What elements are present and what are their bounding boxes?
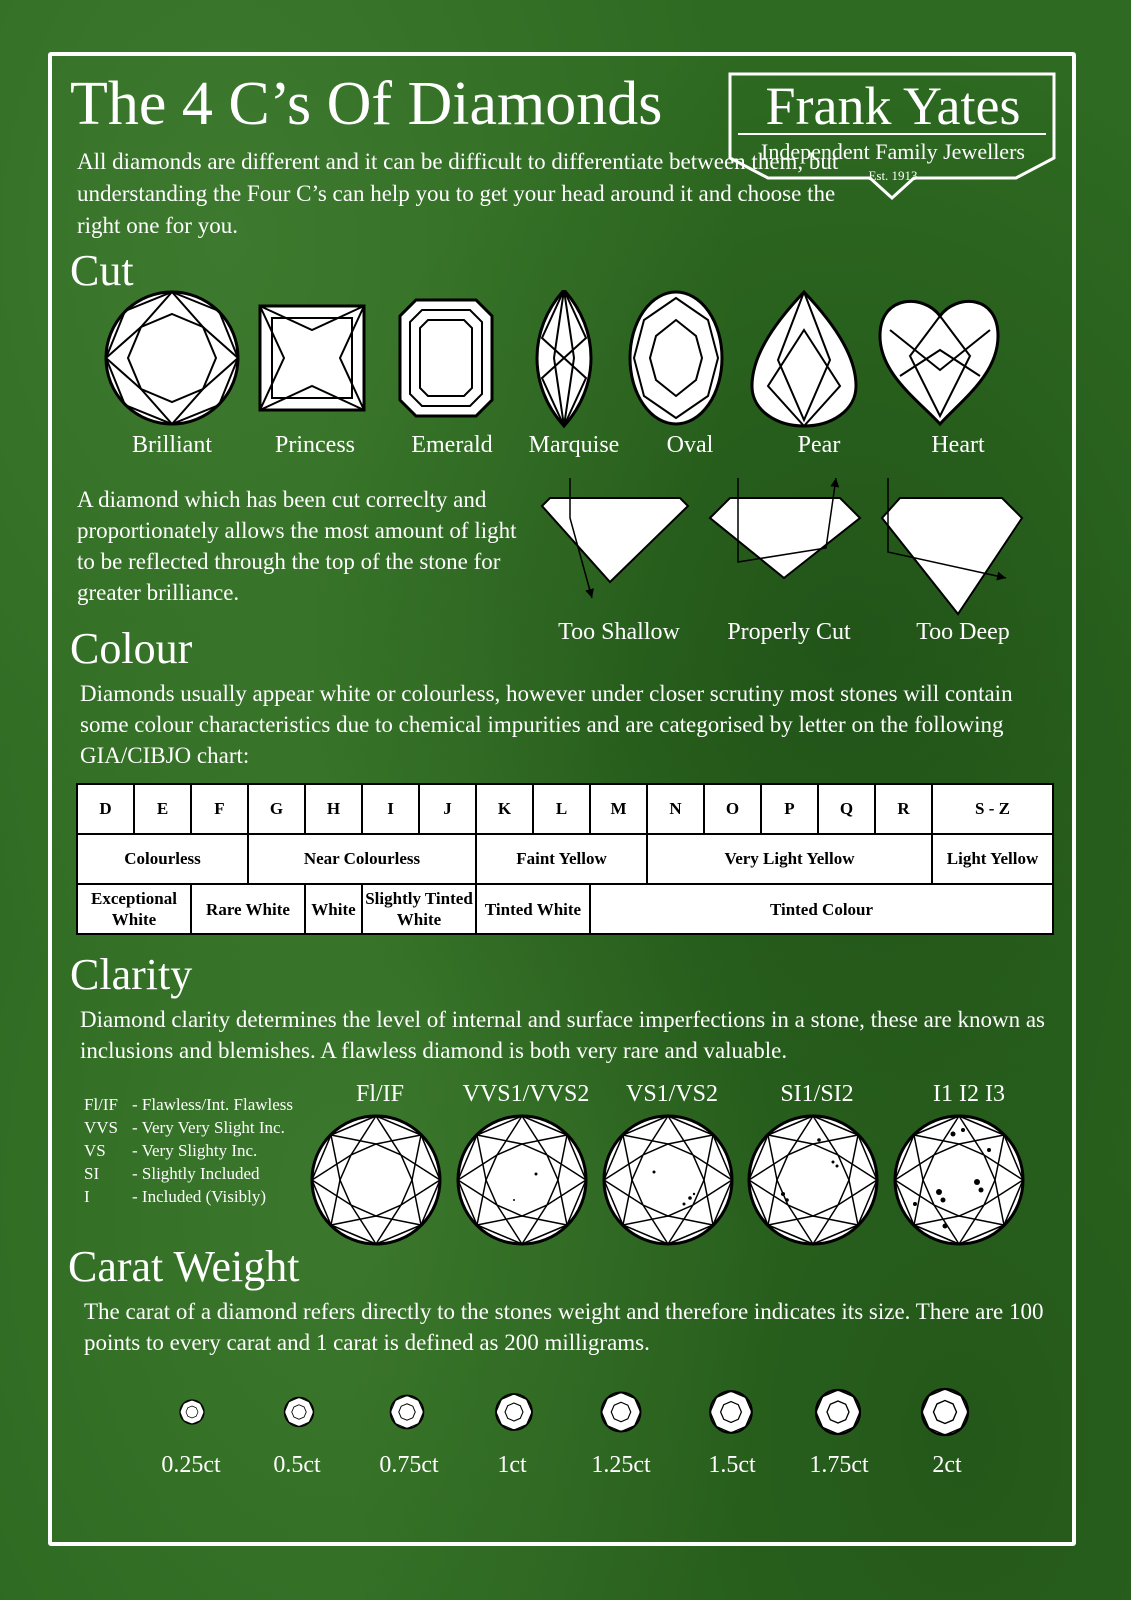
clarity-grade-i: I1 I2 I3 [933,1081,1005,1107]
colour-grade-r: R [875,784,932,834]
clarity-description: Diamond clarity determines the level of internal and surface imperfections in a stone, these are known as inclusions and blemishes. A flawless diamond is both very rare and valuable. [80,1007,1046,1063]
clarity-diamonds [310,1110,1050,1250]
oval-shape-icon [630,292,722,424]
trade-slightly-tinted-white: Slightly Tinted White [362,884,476,934]
colour-grade-g: G [248,784,305,834]
too-deep-diagram [882,478,1022,614]
carat-label-2: 2ct [932,1452,962,1478]
cut-proportion-diagrams [530,478,1050,628]
clarity-diamond-vvs [458,1116,586,1244]
carat-size-diamonds [150,1380,1010,1450]
brilliant-shape-icon [106,292,238,424]
princess-shape-icon [260,306,364,410]
gia-colour-chart [76,783,1054,935]
clarity-grade-si: SI1/SI2 [780,1081,854,1107]
legend-text: - Very Very Slight Inc. [132,1118,285,1137]
clarity-grade-vvs: VVS1/VVS2 [462,1081,590,1107]
colour-group-row [77,834,1053,884]
legend-row [84,1116,293,1139]
legend-code: VS [84,1141,106,1160]
cut-description: A diamond which has been cut correclty and proportionately allows the most amount of light to be reflected through the top of the stone for greater brilliance. [77,487,517,605]
carat-diamond-1-25 [602,1393,641,1432]
intro-paragraph: All diamonds are different and it can be difficult to differentiate between them, but understanding the Four C’s can help you to get your head around it and choose the right one for you. [77,149,839,238]
diagram-label-too-deep: Too Deep [916,619,1010,645]
legend-row [84,1093,293,1116]
legend-row [84,1139,293,1162]
carat-label-1-25: 1.25ct [591,1452,651,1478]
legend-row [84,1162,293,1185]
colour-grade-e: E [134,784,191,834]
colour-group-colourless: Colourless [77,834,248,884]
carat-label-1-75: 1.75ct [809,1452,869,1478]
marquise-shape-icon [537,290,591,426]
colour-grade-h: H [305,784,362,834]
carat-label-0-25: 0.25ct [161,1452,221,1478]
cut-shapes [100,290,1040,430]
colour-grade-d: D [77,784,134,834]
logo-name: Frank Yates [765,76,1021,136]
colour-grade-l: L [533,784,590,834]
clarity-diamond-vs [604,1116,732,1244]
colour-grade-j: J [419,784,476,834]
legend-code: SI [84,1164,100,1183]
properly-cut-diagram [710,478,860,578]
legend-code: VVS [84,1118,119,1137]
carat-diamond-0-75 [391,1396,424,1429]
too-shallow-diagram [542,478,688,598]
colour-grade-s-z: S - Z [932,784,1053,834]
clarity-grade-vs: VS1/VS2 [625,1081,719,1107]
carat-label-0-75: 0.75ct [379,1452,439,1478]
carat-diamond-0-25 [180,1400,204,1424]
legend-text: - Slightly Included [132,1164,260,1183]
page-title: The 4 C’s Of Diamonds [70,70,663,138]
emerald-shape-icon [400,300,492,416]
shape-label-emerald: Emerald [411,432,493,458]
diagram-label-too-shallow: Too Shallow [558,619,680,645]
carat-label-1-5: 1.5ct [708,1452,756,1478]
colour-heading: Colour [70,624,193,673]
colour-grade-k: K [476,784,533,834]
trade-tinted-white: Tinted White [476,884,590,934]
clarity-diamond-flawless [312,1116,440,1244]
colour-grade-p: P [761,784,818,834]
colour-grade-o: O [704,784,761,834]
carat-diamond-1-75 [816,1390,860,1434]
colour-grade-i: I [362,784,419,834]
trade-white: White [305,884,362,934]
colour-description: Diamonds usually appear white or colourless, however under closer scrutiny most stones will contain some colour characteristics due to chemical impurities and are categorised by letter on the following GIA/CIBJO chart: [80,681,1013,768]
colour-group-near-colourless: Near Colourless [248,834,476,884]
colour-grade-f: F [191,784,248,834]
carat-heading: Carat Weight [68,1242,300,1291]
pear-shape-icon [752,292,856,426]
shape-label-brilliant: Brilliant [132,432,212,458]
trade-rare-white: Rare White [191,884,305,934]
colour-letter-row [77,784,1053,834]
clarity-legend [84,1093,293,1208]
shape-label-heart: Heart [931,432,985,458]
colour-group-light-yellow: Light Yellow [932,834,1053,884]
clarity-diamond-included [895,1116,1023,1244]
carat-description: The carat of a diamond refers directly to the stones weight and therefore indicates its size. There are 100 points to every carat and 1 carat is defined as 200 milligrams. [84,1299,1044,1355]
shape-label-princess: Princess [275,432,355,458]
diagram-label-properly-cut: Properly Cut [727,619,851,645]
colour-group-very-light-yellow: Very Light Yellow [647,834,932,884]
cut-heading: Cut [70,246,134,295]
shape-label-marquise: Marquise [528,432,620,458]
shape-label-pear: Pear [797,432,841,458]
colour-group-faint-yellow: Faint Yellow [476,834,647,884]
carat-diamond-2 [922,1389,968,1435]
colour-grade-q: Q [818,784,875,834]
trade-tinted-colour: Tinted Colour [590,884,1053,934]
carat-label-1: 1ct [497,1452,527,1478]
shape-label-oval: Oval [666,432,714,458]
clarity-grade-fl-if: Fl/IF [355,1081,405,1107]
carat-diamond-0-5 [285,1398,314,1427]
legend-code: I [84,1187,90,1206]
colour-grade-m: M [590,784,647,834]
carat-diamond-1-5 [710,1391,752,1433]
carat-diamond-1 [496,1394,532,1430]
legend-text: - Flawless/Int. Flawless [132,1095,294,1114]
clarity-heading: Clarity [70,950,193,999]
carat-label-0-5: 0.5ct [273,1452,321,1478]
legend-text: - Very Slighty Inc. [132,1141,258,1160]
legend-code: Fl/IF [84,1095,119,1114]
legend-row [84,1185,293,1208]
trade-exceptional-white: Exceptional White [77,884,191,934]
colour-grade-n: N [647,784,704,834]
logo-established: Est. 1913 [868,168,918,183]
heart-shape-icon [880,301,998,424]
logo-tagline: Independent Family Jewellers [761,139,1025,164]
colour-trade-row [77,884,1053,934]
clarity-diamond-si [749,1116,877,1244]
legend-text: - Included (Visibly) [132,1187,266,1206]
